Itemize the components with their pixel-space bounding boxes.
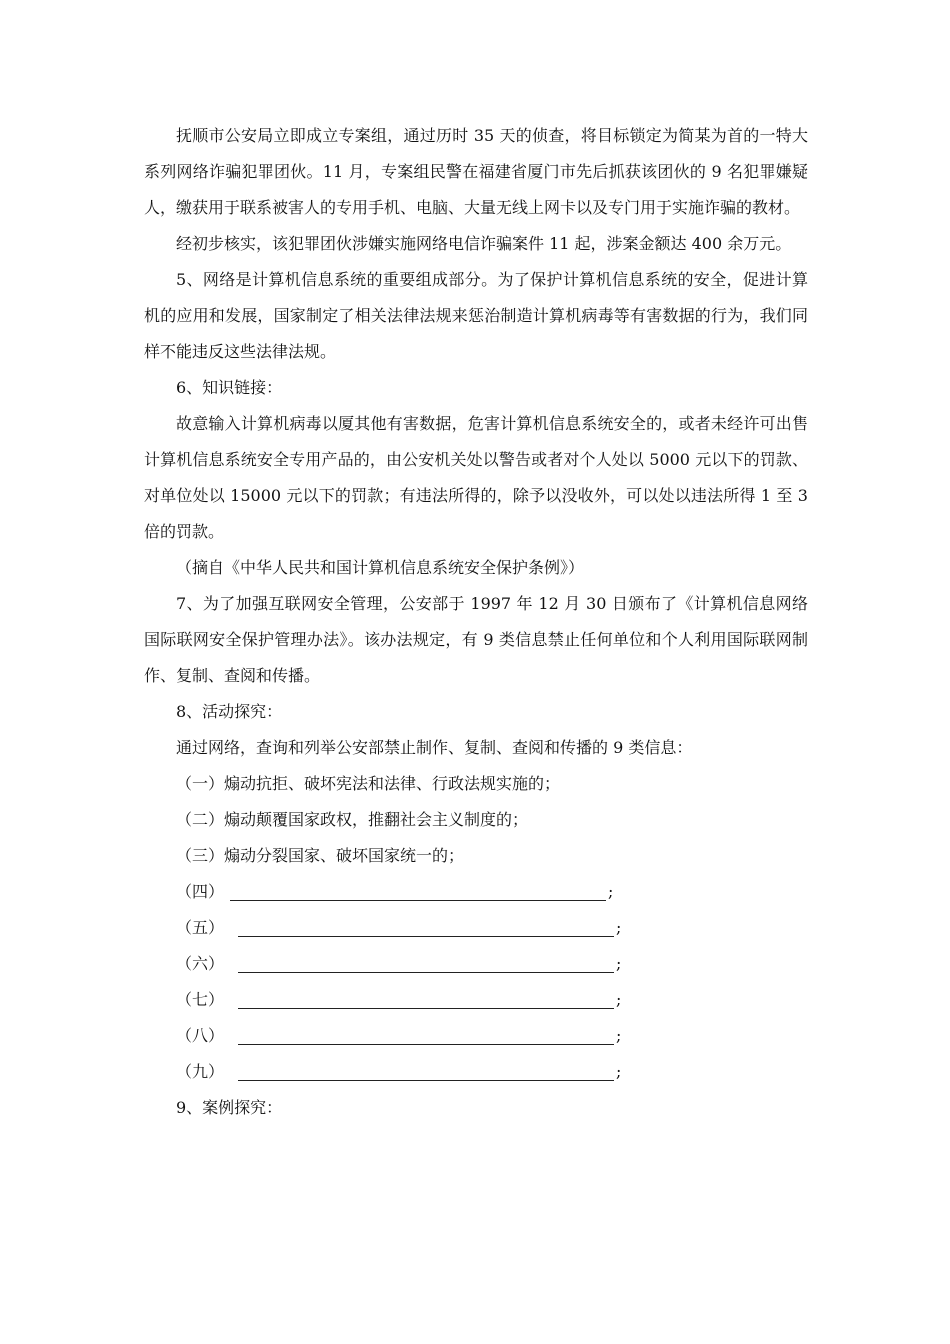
paragraph-case-summary: 经初步核实，该犯罪团伙涉嫌实施网络电信诈骗案件 11 起，涉案金额达 400 余万元。 bbox=[176, 234, 792, 253]
blank-label: （九） bbox=[176, 1062, 225, 1081]
fill-in-blank-line[interactable] bbox=[238, 936, 614, 937]
fill-blank-row-9 bbox=[144, 1054, 808, 1090]
blank-semicolon: ; bbox=[616, 918, 622, 937]
fill-blank-row-5 bbox=[144, 910, 808, 946]
heading-activity-inquiry: 8、活动探究： bbox=[176, 702, 283, 721]
blank-label: （五） bbox=[176, 918, 225, 937]
blank-label: （八） bbox=[176, 1026, 225, 1045]
blank-semicolon: ; bbox=[616, 1026, 622, 1045]
fill-blank-row-4 bbox=[144, 874, 808, 910]
heading-case-inquiry: 9、案例探究： bbox=[176, 1098, 283, 1117]
fill-blank-row-7 bbox=[144, 982, 808, 1018]
blank-semicolon: ; bbox=[616, 954, 622, 973]
paragraph-case-investigation: 抚顺市公安局立即成立专案组，通过历时 35 天的侦查，将目标锁定为简某为首的一特大系列网络诈骗犯罪团伙。11 月，专案组民警在福建省厦门市先后抓获该团伙的 9 名犯罪嫌疑人，缴获用于联系被害人的专用手机、电脑、大量无线上网卡以及专门用于实施诈骗的教材。 bbox=[144, 126, 808, 217]
fill-blank-row-8 bbox=[144, 1018, 808, 1054]
document-page bbox=[144, 118, 808, 1126]
fill-in-blank-line[interactable] bbox=[230, 900, 606, 901]
blank-semicolon: ; bbox=[616, 990, 622, 1009]
heading-knowledge-link: 6、知识链接： bbox=[176, 378, 283, 397]
blank-label: （七） bbox=[176, 990, 225, 1009]
fill-in-blank-line[interactable] bbox=[238, 972, 614, 973]
list-item-3: （三）煽动分裂国家、破坏国家统一的； bbox=[176, 846, 465, 865]
paragraph-activity-instruction: 通过网络，查询和列举公安部禁止制作、复制、查阅和传播的 9 类信息： bbox=[176, 738, 693, 757]
fill-in-blank-line[interactable] bbox=[238, 1044, 614, 1045]
fill-blank-row-6 bbox=[144, 946, 808, 982]
blank-label: （四） bbox=[176, 882, 225, 901]
blank-semicolon: ; bbox=[616, 1062, 622, 1081]
blank-label: （六） bbox=[176, 954, 225, 973]
paragraph-section-5: 5、网络是计算机信息系统的重要组成部分。为了保护计算机信息系统的安全，促进计算机的应用和发展，国家制定了相关法律法规来惩治制造计算机病毒等有害数据的行为，我们同样不能违反这些法律法规。 bbox=[144, 270, 808, 361]
paragraph-section-7: 7、为了加强互联网安全管理，公安部于 1997 年 12 月 30 日颁布了《计算机信息网络国际联网安全保护管理办法》。该办法规定，有 9 类信息禁止任何单位和个人利用国际联网制作、复制、查阅和传播。 bbox=[144, 594, 808, 685]
list-item-2: （二）煽动颠覆国家政权，推翻社会主义制度的； bbox=[176, 810, 529, 829]
fill-in-blank-line[interactable] bbox=[238, 1008, 614, 1009]
blank-semicolon: ; bbox=[608, 882, 614, 901]
citation-source: （摘自《中华人民共和国计算机信息系统安全保护条例》） bbox=[176, 558, 585, 577]
paragraph-regulation: 故意输入计算机病毒以厦其他有害数据，危害计算机信息系统安全的，或者未经许可出售计算机信息系统安全专用产品的，由公安机关处以警告或者对个人处以 5000 元以下的罚款、对单位处以 15000 元以下的罚款；有违法所得的，除予以没收外，可以处以违法所得 1 至 3 倍的罚款。 bbox=[144, 414, 808, 541]
list-item-1: （一）煽动抗拒、破坏宪法和法律、行政法规实施的； bbox=[176, 774, 561, 793]
fill-in-blank-line[interactable] bbox=[238, 1080, 614, 1081]
